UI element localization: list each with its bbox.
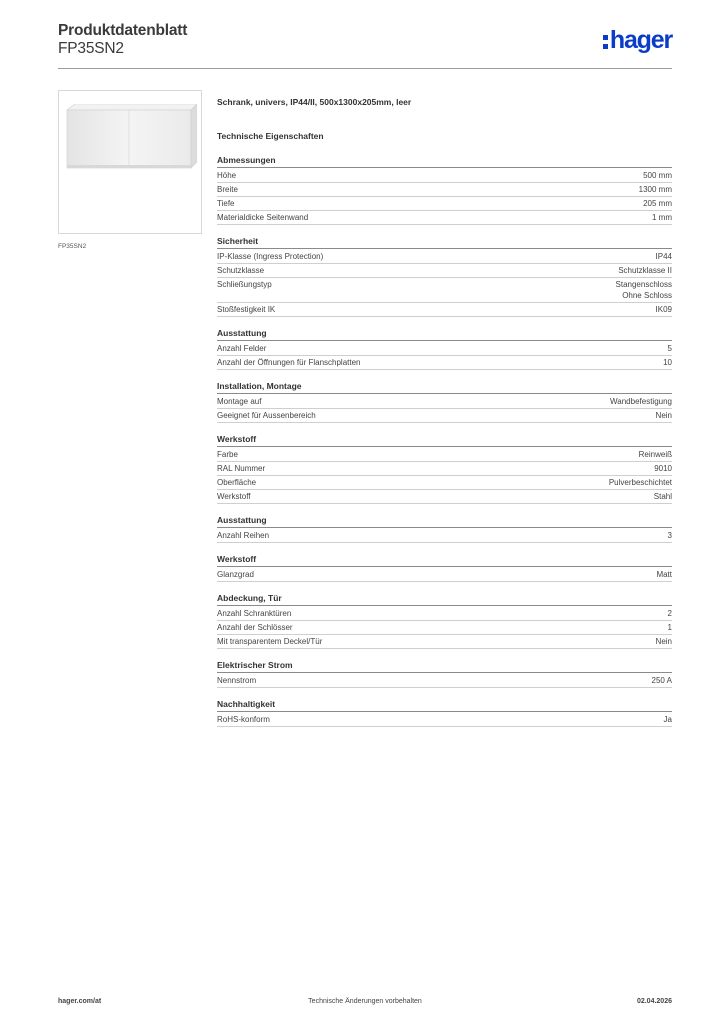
section-title: Sicherheit: [217, 236, 672, 249]
spec-value: [609, 477, 672, 488]
product-code: FP35SN2: [58, 40, 124, 57]
section-title: Installation, Montage: [217, 381, 672, 394]
spec-value: [663, 357, 672, 368]
spec-value: [656, 304, 672, 315]
spec-label: Anzahl Schranktüren: [217, 609, 292, 618]
section-title: Nachhaltigkeit: [217, 699, 672, 712]
spec-value-text: 9010: [654, 464, 672, 473]
tech-properties-title: Technische Eigenschaften: [217, 131, 324, 141]
spec-value: [668, 530, 672, 541]
spec-value: [643, 198, 672, 209]
spec-value-text: 1: [667, 623, 672, 632]
spec-row: [217, 462, 672, 476]
footer-date: 02.04.2026: [636, 998, 672, 1005]
spec-label: Montage auf: [217, 397, 262, 406]
spec-section: [217, 434, 672, 504]
spec-sections: [217, 155, 672, 727]
spec-value-text: IP44: [655, 252, 672, 261]
spec-label: IP-Klasse (Ingress Protection): [217, 252, 324, 261]
spec-label: Schließungstyp: [217, 280, 272, 289]
section-title: Ausstattung: [217, 515, 672, 528]
hager-logo: [603, 26, 672, 56]
spec-value: [668, 343, 672, 354]
spec-label: Breite: [217, 185, 238, 194]
spec-value: [668, 608, 672, 619]
spec-label: Höhe: [217, 171, 237, 180]
spec-row: [217, 607, 672, 621]
spec-row: [217, 476, 672, 490]
spec-value: [610, 396, 672, 407]
header-divider: [58, 68, 672, 69]
spec-label: Anzahl Felder: [217, 344, 267, 353]
spec-row: [217, 490, 672, 504]
spec-row: [217, 674, 672, 688]
logo-dots-icon: [603, 26, 608, 49]
spec-value: [616, 279, 672, 301]
spec-row: [217, 342, 672, 356]
spec-value: [618, 265, 672, 276]
footer-disclaimer: Technische Änderungen vorbehalten: [308, 998, 422, 1005]
spec-section: [217, 699, 672, 727]
spec-section: [217, 554, 672, 582]
spec-value-text: IK09: [655, 305, 672, 314]
spec-section: [217, 236, 672, 317]
spec-value-text: 2: [667, 609, 672, 618]
spec-row: [217, 448, 672, 462]
section-title: Ausstattung: [217, 328, 672, 341]
section-title: Werkstoff: [217, 434, 672, 447]
spec-value: [656, 410, 672, 421]
spec-row: [217, 303, 672, 317]
footer-website: hager.com/at: [58, 998, 102, 1005]
spec-label: Anzahl Reihen: [217, 531, 270, 540]
spec-label: Werkstoff: [217, 492, 251, 501]
spec-value-text: 1 mm: [652, 213, 672, 222]
spec-value: [639, 449, 672, 460]
spec-value: [656, 251, 672, 262]
spec-label: Geeignet für Aussenbereich: [217, 411, 316, 420]
product-description: Schrank, univers, IP44/II, 500x1300x205mm, leer: [217, 97, 412, 107]
spec-section: [217, 593, 672, 649]
spec-row: [217, 568, 672, 582]
logo-text: hager: [609, 26, 672, 54]
spec-row: [217, 529, 672, 543]
spec-value-text: Schutzklasse II: [618, 266, 672, 275]
spec-value: [652, 675, 672, 686]
spec-value: [652, 212, 672, 223]
spec-value: [668, 622, 672, 633]
page-footer: [58, 998, 672, 1010]
spec-value: [654, 491, 672, 502]
spec-row: [217, 395, 672, 409]
spec-row: [217, 264, 672, 278]
spec-value-text: Ohne Schloss: [622, 291, 672, 300]
spec-value-text: 10: [663, 358, 672, 367]
spec-label: RAL Nummer: [217, 464, 266, 473]
spec-value-text: 3: [667, 531, 672, 540]
spec-row: [217, 621, 672, 635]
spec-section: [217, 155, 672, 225]
spec-row: [217, 713, 672, 727]
spec-row: [217, 356, 672, 370]
spec-section: [217, 381, 672, 423]
spec-value-text: Wandbefestigung: [610, 397, 672, 406]
spec-value-text: Stahl: [653, 492, 672, 501]
document-title: Produktdatenblatt: [58, 22, 188, 39]
spec-row: [217, 250, 672, 264]
spec-value-text: Nein: [655, 637, 672, 646]
spec-label: Anzahl der Schlösser: [217, 623, 293, 632]
spec-row: [217, 635, 672, 649]
spec-value-text: Matt: [656, 570, 672, 579]
spec-value-text: 1300 mm: [638, 185, 672, 194]
spec-value: [656, 569, 672, 580]
spec-label: Anzahl der Öffnungen für Flanschplatten: [217, 358, 361, 367]
content-area: [217, 96, 672, 738]
page-header: [58, 22, 672, 70]
spec-section: [217, 515, 672, 543]
spec-label: Tiefe: [217, 199, 235, 208]
spec-value-text: 500 mm: [643, 171, 672, 180]
spec-value: [664, 714, 672, 725]
spec-value: [643, 170, 672, 181]
spec-row: [217, 409, 672, 423]
spec-label: Schutzklasse: [217, 266, 265, 275]
section-title: Elektrischer Strom: [217, 660, 672, 673]
spec-label: Farbe: [217, 450, 238, 459]
spec-label: Materialdicke Seitenwand: [217, 213, 309, 222]
spec-value-text: Reinweiß: [638, 450, 672, 459]
product-image: [58, 90, 202, 234]
spec-section: [217, 660, 672, 688]
section-title: Abdeckung, Tür: [217, 593, 672, 606]
spec-section: [217, 328, 672, 370]
image-caption: FP35SN2: [58, 243, 87, 250]
spec-row: [217, 211, 672, 225]
spec-row: [217, 278, 672, 303]
spec-label: Stoßfestigkeit IK: [217, 305, 276, 314]
spec-value-text: Nein: [655, 411, 672, 420]
spec-label: Glanzgrad: [217, 570, 254, 579]
section-title: Werkstoff: [217, 554, 672, 567]
spec-label: Nennstrom: [217, 676, 257, 685]
spec-value-text: 205 mm: [643, 199, 672, 208]
cabinet-image-icon: [65, 104, 197, 170]
spec-label: RoHS-konform: [217, 715, 270, 724]
spec-label: Oberfläche: [217, 478, 257, 487]
spec-value-text: Pulverbeschichtet: [608, 478, 672, 487]
section-title: Abmessungen: [217, 155, 672, 168]
spec-value-text: Ja: [663, 715, 672, 724]
spec-row: [217, 169, 672, 183]
spec-value-text: 5: [667, 344, 672, 353]
spec-label: Mit transparentem Deckel/Tür: [217, 637, 323, 646]
spec-value: [639, 184, 672, 195]
spec-value-text: 250 A: [651, 676, 672, 685]
spec-value-text: Stangenschloss: [615, 280, 672, 289]
spec-row: [217, 183, 672, 197]
spec-value: [654, 463, 672, 474]
spec-value: [656, 636, 672, 647]
spec-row: [217, 197, 672, 211]
